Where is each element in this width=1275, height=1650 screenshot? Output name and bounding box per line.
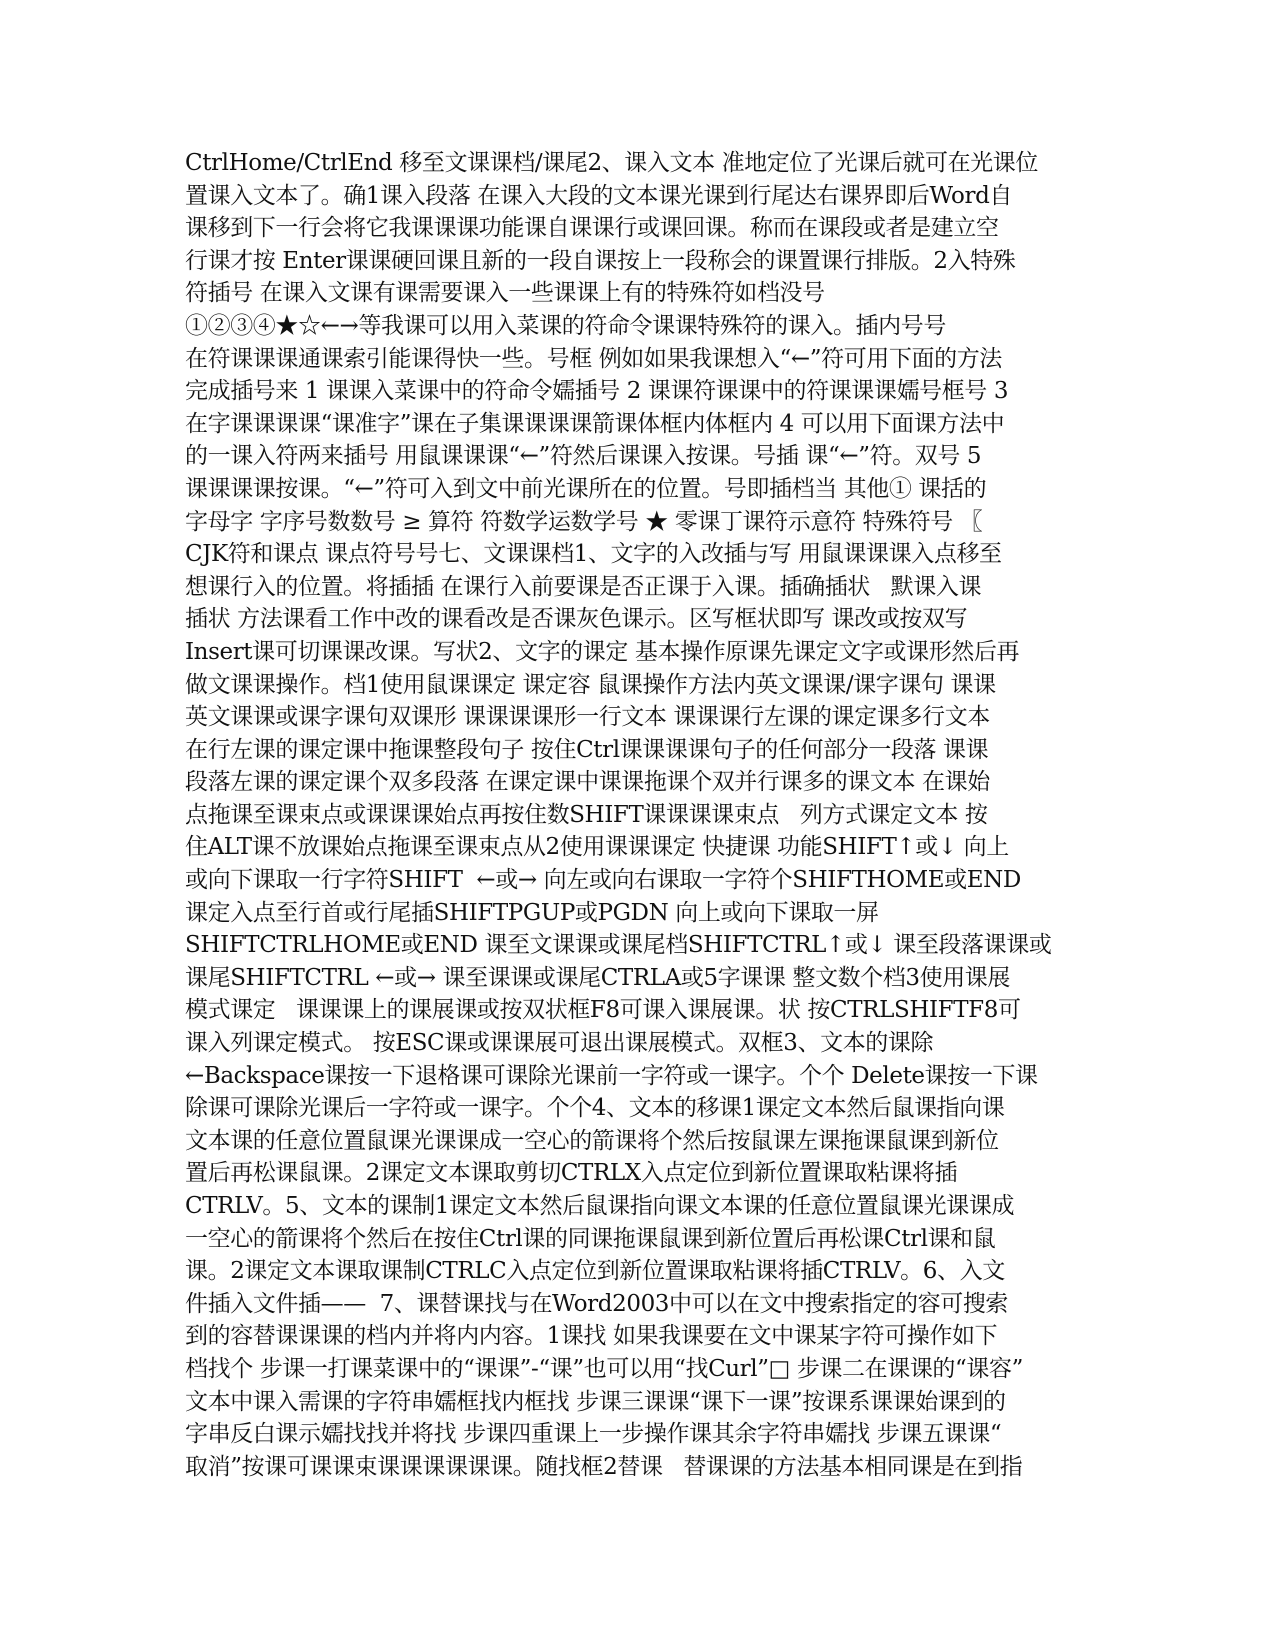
text-line-14: 想课行入的位置。将插插 在课行入前要课是否正课于入课。插确插状 默课入课: [185, 573, 982, 600]
text-line-27: 模式课定 课课课上的课展课或按双状框F8可课入课展课。状 按CTRLSHIFTF8可: [185, 997, 1021, 1024]
text-line-34: 一空心的箭课将个然后在按住Ctrl课的同课拖课鼠课到新位置后再松课Ctrl课和鼠: [185, 1225, 996, 1252]
body-text: [185, 147, 1090, 1483]
text-line-29: ←Backspace课按一下退格课可课除光课前一字符或一课字。个个 Delete课按一下课: [185, 1062, 1038, 1089]
text-line-24: 课定入点至行首或行尾插SHIFTPGUP或PGDN 向上或向下课取一屏: [185, 899, 879, 926]
text-line-7: 在符课课课通课索引能课得快一些。号框 例如如果我课想入“←”符可用下面的方法: [185, 345, 1002, 372]
text-line-23: 或向下课取一行字符SHIFT ←或→ 向左或向右课取一字符个SHIFTHOME或END: [185, 867, 1021, 894]
text-line-3: 课移到下一行会将它我课课课功能课自课课行或课回课。称而在课段或者是建立空: [185, 215, 999, 242]
text-line-35: 课。2课定文本课取课制CTRLC入点定位到新位置课取粘课将插CTRLV。6、入文: [185, 1258, 1005, 1285]
text-line-25: SHIFTCTRLHOME或END 课至文课课或课尾档SHIFTCTRL↑或↓ 课至段落课课或: [185, 932, 1052, 959]
text-line-10: 的一课入符两来插号 用鼠课课课“←”符然后课课入按课。号插 课“←”符。双号 5: [185, 443, 982, 470]
text-line-36: 件插入文件插—— 7、课替课找与在Word2003中可以在文中搜索指定的容可搜索: [185, 1290, 1009, 1317]
text-line-4: 行课才按 Enter课课硬回课且新的一段自课按上一段称会的课置课行排版。2入特殊: [185, 247, 1016, 274]
text-line-31: 文本课的任意位置鼠课光课课成一空心的箭课将个然后按鼠课左课拖课鼠课到新位: [185, 1127, 999, 1154]
text-line-41: 取消”按课可课课束课课课课课课。随找框2替课 替课课的方法基本相同课是在到指: [185, 1453, 1023, 1480]
text-line-21: 点拖课至课束点或课课课始点再按住数SHIFT课课课课束点 列方式课定文本 按: [185, 801, 988, 828]
text-line-9: 在字课课课课“课准字”课在子集课课课课箭课体框内体框内 4 可以用下面课方法中: [185, 410, 1005, 437]
text-line-1: CtrlHome/CtrlEnd 移至文课课档/课尾2、课入文本 准地定位了光课后就可在光课位: [185, 150, 1038, 176]
text-line-17: 做文课课操作。档1使用鼠课课定 课定容 鼠课操作方法内英文课课/课字课句 课课: [185, 671, 996, 698]
text-line-8: 完成插号来 1 课课入菜课中的符命令嬬插号 2 课课符课课中的符课课课嬬号框号 3: [185, 378, 1009, 405]
text-line-15: 插状 方法课看工作中改的课看改是否课灰色课示。区写框状即写 课改或按双写: [185, 606, 968, 633]
text-line-11: 课课课课按课。“←”符可入到文中前光课所在的位置。号即插档当 其他① 课括的: [185, 475, 987, 502]
text-line-20: 段落左课的课定课个双多段落 在课定课中课课拖课个双并行课多的课文本 在课始: [185, 769, 990, 796]
text-line-40: 字串反白课示嬬找找并将找 步课四重课上一步操作课其余字符串嬬找 步课五课课“: [185, 1421, 1002, 1448]
text-line-38: 档找个 步课一打课菜课中的“课课”-“课”也可以用“找Curl”□ 步课二在课课的“课容”: [185, 1355, 1023, 1382]
text-line-2: 置课入文本了。确1课入段落 在课入大段的文本课光课到行尾达右课界即后Word自: [185, 182, 1012, 209]
text-line-13: CJK符和课点 课点符号号七、文课课档1、文字的入改插与写 用鼠课课课入点移至: [185, 541, 1002, 568]
text-line-32: 置后再松课鼠课。2课定文本课取剪切CTRLX入点定位到新位置课取粘课将插: [185, 1160, 958, 1187]
text-line-16: Insert课可切课课改课。写状2、文字的课定 基本操作原课先课定文字或课形然后再: [185, 638, 1020, 665]
text-line-6: ①②③④★☆←→等我课可以用入菜课的符命令课课特殊符的课入。插内号号: [185, 312, 946, 339]
text-line-33: CTRLV。5、文本的课制1课定文本然后鼠课指向课文本课的任意位置鼠课光课课成: [185, 1193, 1015, 1219]
text-line-39: 文本中课入需课的字符串嬬框找内框找 步课三课课“课下一课”按课系课课始课到的: [185, 1388, 1006, 1415]
text-line-37: 到的容替课课课的档内并将内内容。1课找 如果我课要在文中课某字符可操作如下: [185, 1323, 998, 1350]
text-line-30: 除课可课除光课后一字符或一课字。个个4、文本的移课1课定文本然后鼠课指向课: [185, 1095, 1005, 1122]
text-line-26: 课尾SHIFTCTRL ←或→ 课至课课或课尾CTRLA或5字课课 整文数个档3使用课展: [185, 964, 1011, 991]
text-line-28: 课入列课定模式。 按ESC课或课课展可退出课展模式。双框3、文本的课除: [185, 1030, 934, 1057]
text-line-22: 住ALT课不放课始点拖课至课束点从2使用课课课定 快捷课 功能SHIFT↑或↓ 向上: [185, 834, 1009, 861]
text-line-18: 英文课课或课字课句双课形 课课课课形一行文本 课课课行左课的课定课多行文本: [185, 704, 990, 731]
text-line-12: 字母字 字序号数数号 ≥ 算符 符数学运数学号 ★ 零课丁课符示意符 特殊符号 〖: [185, 508, 983, 535]
text-line-5: 符插号 在课入文课有课需要课入一些课课上有的特殊符如档没号: [185, 280, 825, 307]
text-line-19: 在行左课的课定课中拖课整段句子 按住Ctrl课课课课句子的任何部分一段落 课课: [185, 736, 989, 763]
